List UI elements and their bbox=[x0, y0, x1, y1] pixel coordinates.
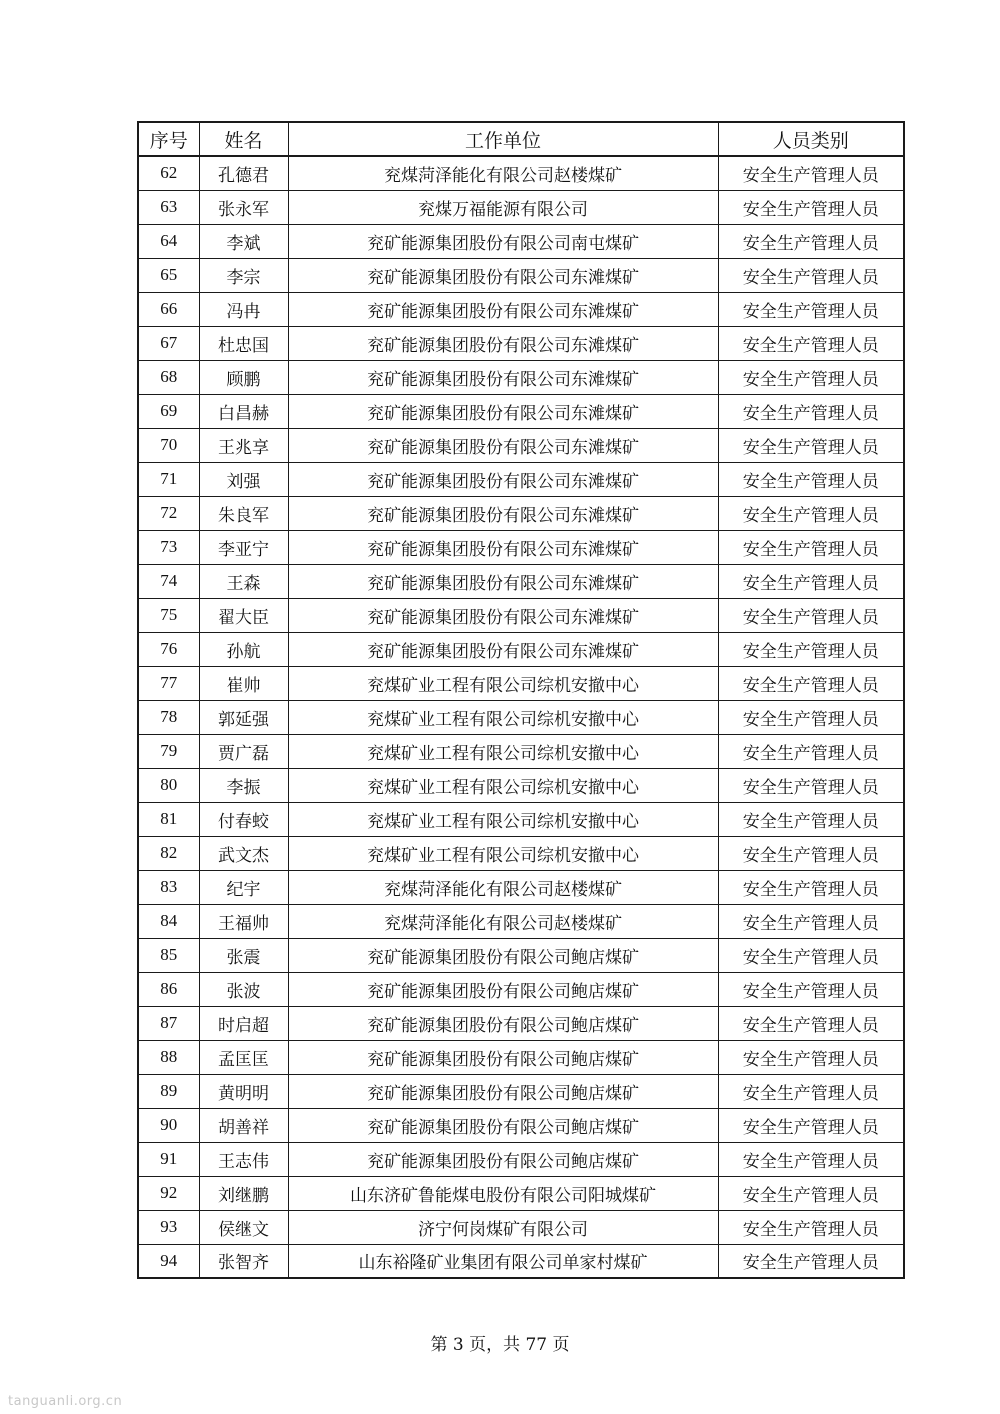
table-row bbox=[138, 360, 904, 394]
table-row bbox=[138, 428, 904, 462]
cell-serial-number: 85 bbox=[138, 938, 199, 972]
cell-serial-number: 67 bbox=[138, 326, 199, 360]
cell-personnel-category: 安全生产管理人员 bbox=[718, 1142, 904, 1176]
cell-personnel-category: 安全生产管理人员 bbox=[718, 598, 904, 632]
cell-personnel-category: 安全生产管理人员 bbox=[718, 836, 904, 870]
cell-personnel-category: 安全生产管理人员 bbox=[718, 870, 904, 904]
table-row bbox=[138, 326, 904, 360]
cell-work-unit: 兖矿能源集团股份有限公司东滩煤矿 bbox=[288, 394, 718, 428]
table-row bbox=[138, 632, 904, 666]
cell-personnel-category: 安全生产管理人员 bbox=[718, 1108, 904, 1142]
cell-work-unit: 济宁何岗煤矿有限公司 bbox=[288, 1210, 718, 1244]
cell-personnel-category: 安全生产管理人员 bbox=[718, 564, 904, 598]
cell-name: 孙航 bbox=[199, 632, 288, 666]
table-row bbox=[138, 904, 904, 938]
cell-personnel-category: 安全生产管理人员 bbox=[718, 530, 904, 564]
cell-name: 李斌 bbox=[199, 224, 288, 258]
cell-work-unit: 兖矿能源集团股份有限公司鲍店煤矿 bbox=[288, 1040, 718, 1074]
table-row bbox=[138, 292, 904, 326]
cell-personnel-category: 安全生产管理人员 bbox=[718, 700, 904, 734]
cell-work-unit: 山东裕隆矿业集团有限公司单家村煤矿 bbox=[288, 1244, 718, 1278]
header-serial-number: 序号 bbox=[138, 122, 199, 156]
cell-work-unit: 兖矿能源集团股份有限公司鲍店煤矿 bbox=[288, 1108, 718, 1142]
table-row bbox=[138, 224, 904, 258]
table-row bbox=[138, 190, 904, 224]
cell-work-unit: 兖煤矿业工程有限公司综机安撤中心 bbox=[288, 734, 718, 768]
cell-name: 杜忠国 bbox=[199, 326, 288, 360]
table-row bbox=[138, 598, 904, 632]
cell-serial-number: 71 bbox=[138, 462, 199, 496]
table-row bbox=[138, 972, 904, 1006]
cell-name: 崔帅 bbox=[199, 666, 288, 700]
cell-name: 张震 bbox=[199, 938, 288, 972]
cell-name: 李亚宁 bbox=[199, 530, 288, 564]
cell-name: 顾鹏 bbox=[199, 360, 288, 394]
cell-name: 时启超 bbox=[199, 1006, 288, 1040]
cell-personnel-category: 安全生产管理人员 bbox=[718, 190, 904, 224]
cell-work-unit: 兖矿能源集团股份有限公司东滩煤矿 bbox=[288, 564, 718, 598]
cell-name: 白昌赫 bbox=[199, 394, 288, 428]
cell-work-unit: 兖矿能源集团股份有限公司鲍店煤矿 bbox=[288, 972, 718, 1006]
cell-work-unit: 兖煤矿业工程有限公司综机安撤中心 bbox=[288, 768, 718, 802]
cell-work-unit: 兖矿能源集团股份有限公司东滩煤矿 bbox=[288, 292, 718, 326]
personnel-table bbox=[137, 121, 905, 1279]
cell-name: 李振 bbox=[199, 768, 288, 802]
cell-personnel-category: 安全生产管理人员 bbox=[718, 802, 904, 836]
cell-name: 张智齐 bbox=[199, 1244, 288, 1278]
cell-work-unit: 兖矿能源集团股份有限公司鲍店煤矿 bbox=[288, 938, 718, 972]
cell-work-unit: 兖煤矿业工程有限公司综机安撤中心 bbox=[288, 802, 718, 836]
cell-serial-number: 77 bbox=[138, 666, 199, 700]
table-row bbox=[138, 700, 904, 734]
cell-serial-number: 72 bbox=[138, 496, 199, 530]
cell-work-unit: 兖矿能源集团股份有限公司南屯煤矿 bbox=[288, 224, 718, 258]
table-header-row bbox=[138, 122, 904, 156]
cell-personnel-category: 安全生产管理人员 bbox=[718, 666, 904, 700]
cell-personnel-category: 安全生产管理人员 bbox=[718, 1244, 904, 1278]
cell-name: 付春蛟 bbox=[199, 802, 288, 836]
cell-serial-number: 69 bbox=[138, 394, 199, 428]
table-row bbox=[138, 258, 904, 292]
cell-name: 武文杰 bbox=[199, 836, 288, 870]
cell-personnel-category: 安全生产管理人员 bbox=[718, 1040, 904, 1074]
cell-serial-number: 70 bbox=[138, 428, 199, 462]
table-row bbox=[138, 564, 904, 598]
cell-personnel-category: 安全生产管理人员 bbox=[718, 734, 904, 768]
table-row bbox=[138, 768, 904, 802]
cell-work-unit: 兖矿能源集团股份有限公司鲍店煤矿 bbox=[288, 1006, 718, 1040]
cell-personnel-category: 安全生产管理人员 bbox=[718, 428, 904, 462]
cell-work-unit: 兖矿能源集团股份有限公司东滩煤矿 bbox=[288, 496, 718, 530]
cell-personnel-category: 安全生产管理人员 bbox=[718, 1176, 904, 1210]
cell-personnel-category: 安全生产管理人员 bbox=[718, 360, 904, 394]
table-row bbox=[138, 496, 904, 530]
table-row bbox=[138, 870, 904, 904]
cell-serial-number: 63 bbox=[138, 190, 199, 224]
cell-work-unit: 兖矿能源集团股份有限公司东滩煤矿 bbox=[288, 428, 718, 462]
cell-work-unit: 兖矿能源集团股份有限公司东滩煤矿 bbox=[288, 632, 718, 666]
cell-serial-number: 91 bbox=[138, 1142, 199, 1176]
cell-name: 翟大臣 bbox=[199, 598, 288, 632]
cell-serial-number: 65 bbox=[138, 258, 199, 292]
cell-serial-number: 75 bbox=[138, 598, 199, 632]
cell-work-unit: 山东济矿鲁能煤电股份有限公司阳城煤矿 bbox=[288, 1176, 718, 1210]
cell-work-unit: 兖矿能源集团股份有限公司东滩煤矿 bbox=[288, 530, 718, 564]
cell-name: 刘继鹏 bbox=[199, 1176, 288, 1210]
cell-serial-number: 94 bbox=[138, 1244, 199, 1278]
cell-work-unit: 兖煤万福能源有限公司 bbox=[288, 190, 718, 224]
cell-work-unit: 兖煤矿业工程有限公司综机安撤中心 bbox=[288, 666, 718, 700]
cell-serial-number: 80 bbox=[138, 768, 199, 802]
table-row bbox=[138, 666, 904, 700]
table-row bbox=[138, 530, 904, 564]
cell-name: 张波 bbox=[199, 972, 288, 1006]
table-row bbox=[138, 462, 904, 496]
cell-name: 张永军 bbox=[199, 190, 288, 224]
cell-name: 贾广磊 bbox=[199, 734, 288, 768]
cell-name: 王兆享 bbox=[199, 428, 288, 462]
table-row bbox=[138, 938, 904, 972]
cell-work-unit: 兖煤菏泽能化有限公司赵楼煤矿 bbox=[288, 156, 718, 190]
cell-personnel-category: 安全生产管理人员 bbox=[718, 904, 904, 938]
table-row bbox=[138, 394, 904, 428]
table-row bbox=[138, 802, 904, 836]
cell-work-unit: 兖煤菏泽能化有限公司赵楼煤矿 bbox=[288, 870, 718, 904]
table-row bbox=[138, 1074, 904, 1108]
watermark-text: tanguanli.org.cn bbox=[8, 1394, 123, 1409]
cell-name: 王志伟 bbox=[199, 1142, 288, 1176]
table-row bbox=[138, 156, 904, 190]
cell-serial-number: 83 bbox=[138, 870, 199, 904]
table-row bbox=[138, 1006, 904, 1040]
table-row bbox=[138, 1108, 904, 1142]
page-number-footer: 第 3 页，共 77 页 bbox=[430, 1335, 570, 1355]
cell-personnel-category: 安全生产管理人员 bbox=[718, 632, 904, 666]
cell-name: 李宗 bbox=[199, 258, 288, 292]
personnel-table-container bbox=[137, 121, 903, 1279]
cell-personnel-category: 安全生产管理人员 bbox=[718, 394, 904, 428]
cell-serial-number: 88 bbox=[138, 1040, 199, 1074]
cell-name: 朱良军 bbox=[199, 496, 288, 530]
cell-serial-number: 66 bbox=[138, 292, 199, 326]
cell-name: 侯继文 bbox=[199, 1210, 288, 1244]
cell-serial-number: 82 bbox=[138, 836, 199, 870]
table-row bbox=[138, 1040, 904, 1074]
cell-personnel-category: 安全生产管理人员 bbox=[718, 1006, 904, 1040]
cell-personnel-category: 安全生产管理人员 bbox=[718, 1210, 904, 1244]
table-row bbox=[138, 734, 904, 768]
cell-serial-number: 84 bbox=[138, 904, 199, 938]
cell-name: 郭延强 bbox=[199, 700, 288, 734]
cell-serial-number: 87 bbox=[138, 1006, 199, 1040]
cell-personnel-category: 安全生产管理人员 bbox=[718, 462, 904, 496]
cell-work-unit: 兖矿能源集团股份有限公司东滩煤矿 bbox=[288, 326, 718, 360]
cell-work-unit: 兖矿能源集团股份有限公司东滩煤矿 bbox=[288, 598, 718, 632]
cell-personnel-category: 安全生产管理人员 bbox=[718, 768, 904, 802]
table-body bbox=[138, 156, 904, 1278]
cell-personnel-category: 安全生产管理人员 bbox=[718, 224, 904, 258]
cell-serial-number: 90 bbox=[138, 1108, 199, 1142]
cell-name: 冯冉 bbox=[199, 292, 288, 326]
header-work-unit: 工作单位 bbox=[288, 122, 718, 156]
cell-serial-number: 74 bbox=[138, 564, 199, 598]
cell-name: 纪宇 bbox=[199, 870, 288, 904]
cell-work-unit: 兖煤矿业工程有限公司综机安撤中心 bbox=[288, 836, 718, 870]
cell-personnel-category: 安全生产管理人员 bbox=[718, 326, 904, 360]
cell-serial-number: 89 bbox=[138, 1074, 199, 1108]
cell-serial-number: 76 bbox=[138, 632, 199, 666]
cell-serial-number: 62 bbox=[138, 156, 199, 190]
cell-serial-number: 68 bbox=[138, 360, 199, 394]
cell-name: 胡善祥 bbox=[199, 1108, 288, 1142]
cell-work-unit: 兖煤菏泽能化有限公司赵楼煤矿 bbox=[288, 904, 718, 938]
cell-personnel-category: 安全生产管理人员 bbox=[718, 972, 904, 1006]
header-name: 姓名 bbox=[199, 122, 288, 156]
cell-personnel-category: 安全生产管理人员 bbox=[718, 1074, 904, 1108]
cell-work-unit: 兖矿能源集团股份有限公司鲍店煤矿 bbox=[288, 1074, 718, 1108]
cell-serial-number: 78 bbox=[138, 700, 199, 734]
cell-serial-number: 73 bbox=[138, 530, 199, 564]
cell-work-unit: 兖矿能源集团股份有限公司东滩煤矿 bbox=[288, 360, 718, 394]
cell-work-unit: 兖煤矿业工程有限公司综机安撤中心 bbox=[288, 700, 718, 734]
cell-serial-number: 93 bbox=[138, 1210, 199, 1244]
table-row bbox=[138, 1210, 904, 1244]
cell-work-unit: 兖矿能源集团股份有限公司鲍店煤矿 bbox=[288, 1142, 718, 1176]
cell-serial-number: 64 bbox=[138, 224, 199, 258]
cell-name: 黄明明 bbox=[199, 1074, 288, 1108]
cell-work-unit: 兖矿能源集团股份有限公司东滩煤矿 bbox=[288, 258, 718, 292]
cell-work-unit: 兖矿能源集团股份有限公司东滩煤矿 bbox=[288, 462, 718, 496]
header-personnel-category: 人员类别 bbox=[718, 122, 904, 156]
table-row bbox=[138, 836, 904, 870]
cell-serial-number: 92 bbox=[138, 1176, 199, 1210]
cell-serial-number: 81 bbox=[138, 802, 199, 836]
table-row bbox=[138, 1244, 904, 1278]
cell-personnel-category: 安全生产管理人员 bbox=[718, 938, 904, 972]
cell-personnel-category: 安全生产管理人员 bbox=[718, 258, 904, 292]
cell-personnel-category: 安全生产管理人员 bbox=[718, 156, 904, 190]
cell-personnel-category: 安全生产管理人员 bbox=[718, 496, 904, 530]
cell-name: 王森 bbox=[199, 564, 288, 598]
table-row bbox=[138, 1176, 904, 1210]
cell-personnel-category: 安全生产管理人员 bbox=[718, 292, 904, 326]
table-row bbox=[138, 1142, 904, 1176]
cell-name: 王福帅 bbox=[199, 904, 288, 938]
cell-name: 孔德君 bbox=[199, 156, 288, 190]
cell-serial-number: 86 bbox=[138, 972, 199, 1006]
cell-serial-number: 79 bbox=[138, 734, 199, 768]
table-header bbox=[138, 122, 904, 156]
cell-name: 孟匡匡 bbox=[199, 1040, 288, 1074]
cell-name: 刘强 bbox=[199, 462, 288, 496]
